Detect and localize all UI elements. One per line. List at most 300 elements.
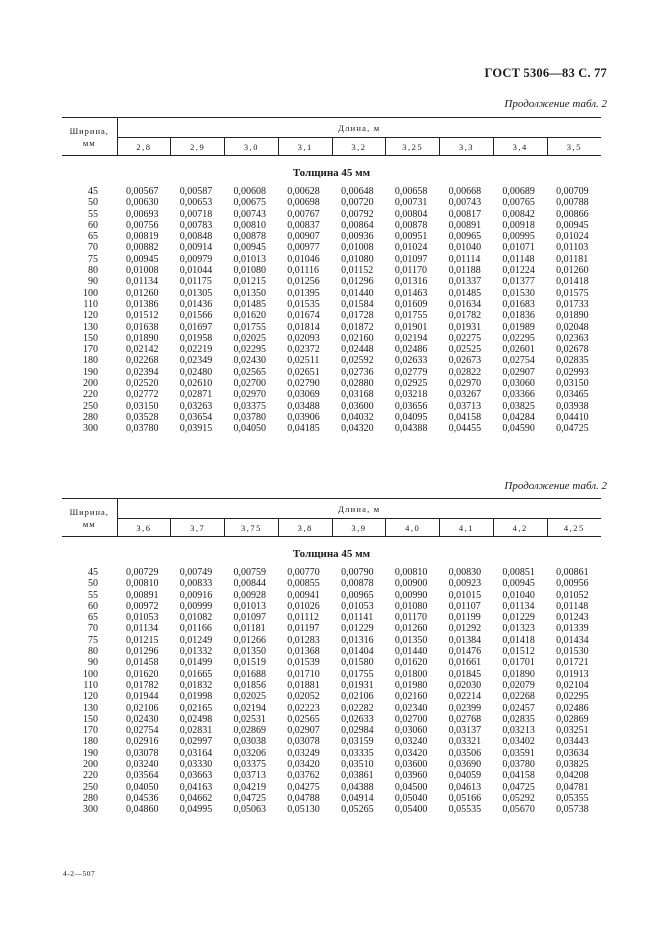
volume-cell: 0,01728 xyxy=(341,310,374,322)
volume-cell: 0,03600 xyxy=(341,400,374,412)
length-column-header: 3,25 xyxy=(386,138,440,156)
volume-cell: 0,01008 xyxy=(341,242,374,254)
volume-cell: 0,02736 xyxy=(341,366,374,378)
volume-cell: 0,01881 xyxy=(287,679,320,691)
table-row xyxy=(62,657,601,668)
volume-cell: 0,02592 xyxy=(341,355,374,367)
table-row xyxy=(62,378,601,389)
table-row xyxy=(62,412,601,423)
volume-cell: 0,01755 xyxy=(341,668,374,680)
volume-cell: 0,01148 xyxy=(556,600,589,612)
volume-cell: 0,02399 xyxy=(448,702,482,714)
volume-cell: 0,00817 xyxy=(448,208,482,220)
volume-cell: 0,01292 xyxy=(448,623,482,635)
volume-cell: 0,05166 xyxy=(448,792,482,804)
volume-cell: 0,00844 xyxy=(233,578,267,590)
width-value: 250 xyxy=(83,400,98,412)
volume-cell: 0,00878 xyxy=(341,578,374,590)
volume-cell: 0,01434 xyxy=(556,634,589,646)
volume-cell: 0,01197 xyxy=(287,623,320,635)
volume-cell: 0,05535 xyxy=(448,804,482,816)
volume-cell: 0,04725 xyxy=(502,781,535,793)
volume-cell: 0,01323 xyxy=(502,623,535,635)
volume-cell: 0,02106 xyxy=(341,691,374,703)
volume-cell: 0,01931 xyxy=(341,679,374,691)
volume-cell: 0,00965 xyxy=(448,231,482,243)
volume-cell: 0,01512 xyxy=(502,646,535,658)
volume-cell: 0,02754 xyxy=(126,725,159,737)
volume-cell: 0,01053 xyxy=(341,600,374,612)
volume-cell: 0,00918 xyxy=(502,219,535,231)
width-value: 65 xyxy=(88,612,98,624)
volume-cell: 0,00941 xyxy=(287,589,320,601)
volume-cell: 0,01440 xyxy=(394,646,428,658)
width-value: 280 xyxy=(83,792,98,804)
volume-cell: 0,03510 xyxy=(341,759,374,771)
volume-cell: 0,05400 xyxy=(394,804,428,816)
volume-cell: 0,00759 xyxy=(233,567,267,578)
table-row xyxy=(62,782,601,793)
volume-cell: 0,02275 xyxy=(448,332,482,344)
volume-cell: 0,02835 xyxy=(502,713,535,725)
length-column-header: 3,7 xyxy=(171,519,225,537)
table-row xyxy=(62,310,601,321)
volume-cell: 0,01026 xyxy=(287,600,320,612)
volume-cell: 0,02678 xyxy=(556,344,589,356)
volume-cell: 0,03249 xyxy=(287,747,320,759)
volume-cell: 0,01620 xyxy=(394,657,428,669)
volume-cell: 0,01107 xyxy=(448,600,481,612)
volume-cell: 0,02025 xyxy=(233,691,267,703)
width-value: 220 xyxy=(83,389,98,401)
volume-cell: 0,00951 xyxy=(394,231,428,243)
table-row xyxy=(62,714,601,725)
volume-cell: 0,04388 xyxy=(341,781,374,793)
volume-cell: 0,01832 xyxy=(179,679,213,691)
volume-cell: 0,01845 xyxy=(448,668,482,680)
volume-cell: 0,01024 xyxy=(556,231,589,243)
volume-cell: 0,00972 xyxy=(126,600,159,612)
volume-cell: 0,03861 xyxy=(341,770,374,782)
volume-cell: 0,00923 xyxy=(448,578,482,590)
volume-cell: 0,00790 xyxy=(341,567,374,578)
volume-cell: 0,01620 xyxy=(233,310,267,322)
volume-cell: 0,01989 xyxy=(502,321,535,333)
volume-cell: 0,00653 xyxy=(179,197,213,209)
volume-cell: 0,01485 xyxy=(233,298,267,310)
table-row xyxy=(62,220,601,231)
volume-cell: 0,01901 xyxy=(394,321,428,333)
volume-cell: 0,02984 xyxy=(341,725,374,737)
width-value: 60 xyxy=(88,600,98,612)
volume-cell: 0,02511 xyxy=(287,355,320,367)
volume-cell: 0,04158 xyxy=(502,770,535,782)
volume-cell: 0,03164 xyxy=(179,747,213,759)
width-value: 55 xyxy=(88,589,98,601)
volume-cell: 0,02673 xyxy=(448,355,482,367)
volume-cell: 0,00891 xyxy=(126,589,159,601)
volume-cell: 0,03137 xyxy=(448,725,482,737)
volume-cell: 0,02633 xyxy=(394,355,428,367)
volume-cell: 0,01148 xyxy=(502,253,535,265)
volume-cell: 0,03656 xyxy=(394,400,428,412)
volume-cell: 0,00749 xyxy=(179,567,213,578)
volume-cell: 0,00675 xyxy=(233,197,267,209)
volume-cell: 0,00916 xyxy=(179,589,213,601)
volume-cell: 0,02430 xyxy=(126,713,159,725)
table-row xyxy=(62,389,601,400)
volume-cell: 0,01170 xyxy=(394,265,427,277)
volume-cell: 0,00830 xyxy=(448,567,482,578)
volume-cell: 0,03780 xyxy=(233,411,267,423)
width-value: 200 xyxy=(83,378,98,390)
volume-cell: 0,01256 xyxy=(287,276,320,288)
volume-cell: 0,00658 xyxy=(394,186,428,197)
length-column-header: 4,2 xyxy=(493,519,547,537)
volume-cell: 0,00628 xyxy=(287,186,320,197)
volume-cell: 0,05738 xyxy=(556,804,589,816)
volume-cell: 0,01782 xyxy=(448,310,482,322)
volume-cell: 0,02372 xyxy=(287,344,320,356)
volume-cell: 0,03488 xyxy=(287,400,320,412)
volume-cell: 0,02700 xyxy=(394,713,428,725)
volume-cell: 0,02104 xyxy=(556,679,589,691)
volume-cell: 0,02997 xyxy=(179,736,213,748)
volume-cell: 0,04275 xyxy=(287,781,320,793)
volume-cell: 0,03780 xyxy=(502,759,535,771)
volume-cell: 0,03263 xyxy=(179,400,213,412)
table-row xyxy=(62,703,601,714)
volume-cell: 0,00945 xyxy=(126,253,159,265)
width-header: Ширина, мм xyxy=(62,499,117,537)
width-value: 170 xyxy=(83,344,98,356)
volume-cell: 0,02448 xyxy=(341,344,374,356)
volume-cell: 0,02048 xyxy=(556,321,589,333)
continuation-label-2: Продолжение табл. 2 xyxy=(504,480,607,492)
volume-cell: 0,01800 xyxy=(394,668,428,680)
table-row xyxy=(62,186,601,197)
volume-cell: 0,00999 xyxy=(179,600,213,612)
volume-cell: 0,02993 xyxy=(556,366,589,378)
width-value: 190 xyxy=(83,747,98,759)
width-value: 250 xyxy=(83,781,98,793)
volume-cell: 0,04725 xyxy=(556,423,589,435)
volume-cell: 0,01052 xyxy=(556,589,589,601)
volume-cell: 0,00882 xyxy=(126,242,159,254)
volume-cell: 0,00819 xyxy=(126,231,159,243)
volume-cell: 0,04860 xyxy=(126,804,159,816)
volume-cell: 0,02970 xyxy=(233,389,267,401)
width-header: Ширина, мм xyxy=(62,118,117,156)
width-value: 200 xyxy=(83,759,98,771)
volume-cell: 0,01499 xyxy=(179,657,213,669)
volume-cell: 0,01134 xyxy=(126,623,159,635)
width-value: 220 xyxy=(83,770,98,782)
volume-cell: 0,01519 xyxy=(233,657,267,669)
volume-cell: 0,01224 xyxy=(502,265,535,277)
volume-cell: 0,02700 xyxy=(233,378,267,390)
volume-cell: 0,03825 xyxy=(556,759,589,771)
volume-cell: 0,01476 xyxy=(448,646,482,658)
volume-cell: 0,04662 xyxy=(179,792,213,804)
volume-cell: 0,00804 xyxy=(394,208,428,220)
volume-cell: 0,04788 xyxy=(287,792,320,804)
volume-cell: 0,00783 xyxy=(179,219,213,231)
width-value: 75 xyxy=(88,253,98,265)
table-row xyxy=(62,793,601,804)
table-row xyxy=(62,254,601,265)
volume-cell: 0,01339 xyxy=(556,623,589,635)
volume-cell: 0,04320 xyxy=(341,423,374,435)
volume-cell: 0,00709 xyxy=(556,186,589,197)
volume-cell: 0,01890 xyxy=(502,668,535,680)
volume-cell: 0,02520 xyxy=(126,378,159,390)
width-value: 110 xyxy=(83,679,98,691)
volume-cell: 0,02052 xyxy=(287,691,320,703)
volume-cell: 0,00977 xyxy=(287,242,320,254)
volume-cell: 0,03713 xyxy=(448,400,482,412)
width-value: 75 xyxy=(88,634,98,646)
volume-cell: 0,02268 xyxy=(502,691,535,703)
volume-cell: 0,05670 xyxy=(502,804,535,816)
volume-cell: 0,01175 xyxy=(179,276,212,288)
volume-cell: 0,01114 xyxy=(448,253,481,265)
volume-cell: 0,01721 xyxy=(556,657,589,669)
volume-cell: 0,01283 xyxy=(287,634,320,646)
width-value: 100 xyxy=(83,287,98,299)
volume-cell: 0,01013 xyxy=(233,253,267,265)
volume-cell: 0,02223 xyxy=(287,702,320,714)
volume-cell: 0,01116 xyxy=(287,265,320,277)
volume-cell: 0,00587 xyxy=(179,186,213,197)
volume-cell: 0,04613 xyxy=(448,781,482,793)
volume-cell: 0,01944 xyxy=(126,691,159,703)
width-value: 100 xyxy=(83,668,98,680)
volume-cell: 0,01097 xyxy=(233,612,267,624)
volume-cell: 0,01229 xyxy=(341,623,374,635)
volume-cell: 0,02790 xyxy=(287,378,320,390)
volume-cell: 0,00743 xyxy=(448,197,482,209)
table-row xyxy=(62,367,601,378)
volume-cell: 0,01166 xyxy=(179,623,212,635)
volume-cell: 0,04410 xyxy=(556,411,589,423)
volume-cell: 0,02349 xyxy=(179,355,213,367)
volume-cell: 0,02106 xyxy=(126,702,159,714)
volume-cell: 0,05130 xyxy=(287,804,320,816)
volume-cell: 0,05040 xyxy=(394,792,428,804)
volume-cell: 0,00864 xyxy=(341,219,374,231)
volume-cell: 0,00770 xyxy=(287,567,320,578)
volume-cell: 0,01080 xyxy=(394,600,428,612)
table-row xyxy=(62,691,601,702)
volume-cell: 0,01386 xyxy=(126,298,159,310)
volume-cell: 0,01215 xyxy=(233,276,267,288)
volume-cell: 0,01701 xyxy=(502,657,535,669)
volume-cell: 0,04500 xyxy=(394,781,428,793)
volume-cell: 0,01458 xyxy=(126,657,159,669)
length-column-header: 3,5 xyxy=(547,138,601,156)
volume-cell: 0,03663 xyxy=(179,770,213,782)
volume-cell: 0,03591 xyxy=(502,747,535,759)
volume-cell: 0,02142 xyxy=(126,344,159,356)
length-column-header: 3,2 xyxy=(332,138,386,156)
length-header: Длина, м xyxy=(117,118,601,138)
volume-cell: 0,01463 xyxy=(394,287,428,299)
volume-cell: 0,01332 xyxy=(179,646,213,658)
table-row xyxy=(62,333,601,344)
volume-cell: 0,03762 xyxy=(287,770,320,782)
width-value: 180 xyxy=(83,736,98,748)
volume-cell: 0,03528 xyxy=(126,411,159,423)
volume-cell: 0,00693 xyxy=(126,208,159,220)
length-column-header: 3,9 xyxy=(332,519,386,537)
table-row xyxy=(62,770,601,781)
volume-cell: 0,01134 xyxy=(126,276,159,288)
volume-cell: 0,01384 xyxy=(448,634,482,646)
volume-cell: 0,01296 xyxy=(126,646,159,658)
volume-cell: 0,01260 xyxy=(556,265,589,277)
volume-cell: 0,03938 xyxy=(556,400,589,412)
table-row xyxy=(62,680,601,691)
volume-cell: 0,01890 xyxy=(556,310,589,322)
width-value: 120 xyxy=(83,310,98,322)
volume-cell: 0,01697 xyxy=(179,321,213,333)
page-header: ГОСТ 5306—83 С. 77 xyxy=(484,66,607,80)
volume-cell: 0,00945 xyxy=(502,578,535,590)
volume-cell: 0,00995 xyxy=(502,231,535,243)
volume-cell: 0,01580 xyxy=(341,657,374,669)
width-value: 300 xyxy=(83,804,98,816)
volume-cell: 0,02970 xyxy=(448,378,482,390)
volume-cell: 0,01316 xyxy=(341,634,374,646)
volume-cell: 0,01931 xyxy=(448,321,482,333)
width-value: 150 xyxy=(83,332,98,344)
table-row xyxy=(62,276,601,287)
table-row xyxy=(62,209,601,220)
volume-cell: 0,04059 xyxy=(448,770,482,782)
volume-cell: 0,00810 xyxy=(126,578,159,590)
length-column-header: 4,0 xyxy=(386,519,440,537)
volume-cell: 0,01688 xyxy=(233,668,267,680)
volume-cell: 0,03240 xyxy=(126,759,159,771)
length-column-header: 3,3 xyxy=(440,138,494,156)
width-value: 300 xyxy=(83,423,98,435)
length-column-header: 3,75 xyxy=(225,519,279,537)
volume-cell: 0,00698 xyxy=(287,197,320,209)
volume-cell: 0,02633 xyxy=(341,713,374,725)
volume-cell: 0,01071 xyxy=(502,242,535,254)
volume-cell: 0,02295 xyxy=(556,691,589,703)
volume-cell: 0,01418 xyxy=(502,634,535,646)
volume-cell: 0,03038 xyxy=(233,736,267,748)
volume-cell: 0,01440 xyxy=(341,287,374,299)
volume-cell: 0,01634 xyxy=(448,298,482,310)
volume-cell: 0,01665 xyxy=(179,668,213,680)
volume-cell: 0,01620 xyxy=(126,668,159,680)
table-row xyxy=(62,355,601,366)
volume-cell: 0,00848 xyxy=(179,231,213,243)
volume-cell: 0,02394 xyxy=(126,366,159,378)
volume-cell: 0,01980 xyxy=(394,679,428,691)
volume-cell: 0,03564 xyxy=(126,770,159,782)
volume-cell: 0,03078 xyxy=(126,747,159,759)
volume-cell: 0,02363 xyxy=(556,332,589,344)
volume-cell: 0,04163 xyxy=(179,781,213,793)
volume-cell: 0,03506 xyxy=(448,747,482,759)
table-row xyxy=(62,288,601,299)
volume-cell: 0,02498 xyxy=(179,713,213,725)
volume-cell: 0,01395 xyxy=(287,287,320,299)
length-header: Длина, м xyxy=(117,499,601,519)
volume-cell: 0,04536 xyxy=(126,792,159,804)
width-value: 170 xyxy=(83,725,98,737)
volume-cell: 0,03600 xyxy=(394,759,428,771)
volume-cell: 0,00851 xyxy=(502,567,535,578)
volume-cell: 0,01913 xyxy=(556,668,589,680)
width-value: 130 xyxy=(83,702,98,714)
table-row xyxy=(62,423,601,434)
volume-cell: 0,01539 xyxy=(287,657,320,669)
volume-cell: 0,05292 xyxy=(502,792,535,804)
width-value: 50 xyxy=(88,197,98,209)
width-value: 70 xyxy=(88,623,98,635)
volume-cell: 0,01710 xyxy=(287,668,320,680)
volume-cell: 0,01337 xyxy=(448,276,482,288)
volume-cell: 0,05355 xyxy=(556,792,589,804)
volume-cell: 0,02282 xyxy=(341,702,374,714)
volume-cell: 0,01181 xyxy=(556,253,589,265)
volume-cell: 0,01053 xyxy=(126,612,159,624)
volume-cell: 0,02916 xyxy=(126,736,159,748)
volume-cell: 0,00743 xyxy=(233,208,267,220)
width-value: 45 xyxy=(88,186,98,197)
volume-cell: 0,01243 xyxy=(556,612,589,624)
volume-cell: 0,02880 xyxy=(341,378,374,390)
width-value: 130 xyxy=(83,321,98,333)
volume-cell: 0,01350 xyxy=(394,634,428,646)
volume-cell: 0,01097 xyxy=(394,253,428,265)
volume-cell: 0,01112 xyxy=(287,612,320,624)
table-row xyxy=(62,299,601,310)
length-column-header: 3,4 xyxy=(493,138,547,156)
volume-cell: 0,04208 xyxy=(556,770,589,782)
volume-cell: 0,02831 xyxy=(179,725,213,737)
volume-cell: 0,01782 xyxy=(126,679,159,691)
volume-cell: 0,00842 xyxy=(502,208,535,220)
volume-cell: 0,04050 xyxy=(233,423,267,435)
volume-cell: 0,00648 xyxy=(341,186,374,197)
volume-cell: 0,01305 xyxy=(179,287,213,299)
width-value: 120 xyxy=(83,691,98,703)
volume-cell: 0,01296 xyxy=(341,276,374,288)
volume-cell: 0,03465 xyxy=(556,389,589,401)
volume-cell: 0,01141 xyxy=(341,612,374,624)
volume-cell: 0,03240 xyxy=(394,736,428,748)
volume-cell: 0,02079 xyxy=(502,679,535,691)
volume-cell: 0,04050 xyxy=(126,781,159,793)
volume-cell: 0,03321 xyxy=(448,736,482,748)
volume-cell: 0,01584 xyxy=(341,298,374,310)
volume-cell: 0,00731 xyxy=(394,197,428,209)
volume-cell: 0,03335 xyxy=(341,747,374,759)
table-row xyxy=(62,578,601,589)
volume-cell: 0,01044 xyxy=(179,265,213,277)
volume-cell: 0,01229 xyxy=(502,612,535,624)
volume-cell: 0,02822 xyxy=(448,366,482,378)
volume-cell: 0,02160 xyxy=(394,691,428,703)
volume-cell: 0,03375 xyxy=(233,400,267,412)
volume-cell: 0,01024 xyxy=(394,242,428,254)
